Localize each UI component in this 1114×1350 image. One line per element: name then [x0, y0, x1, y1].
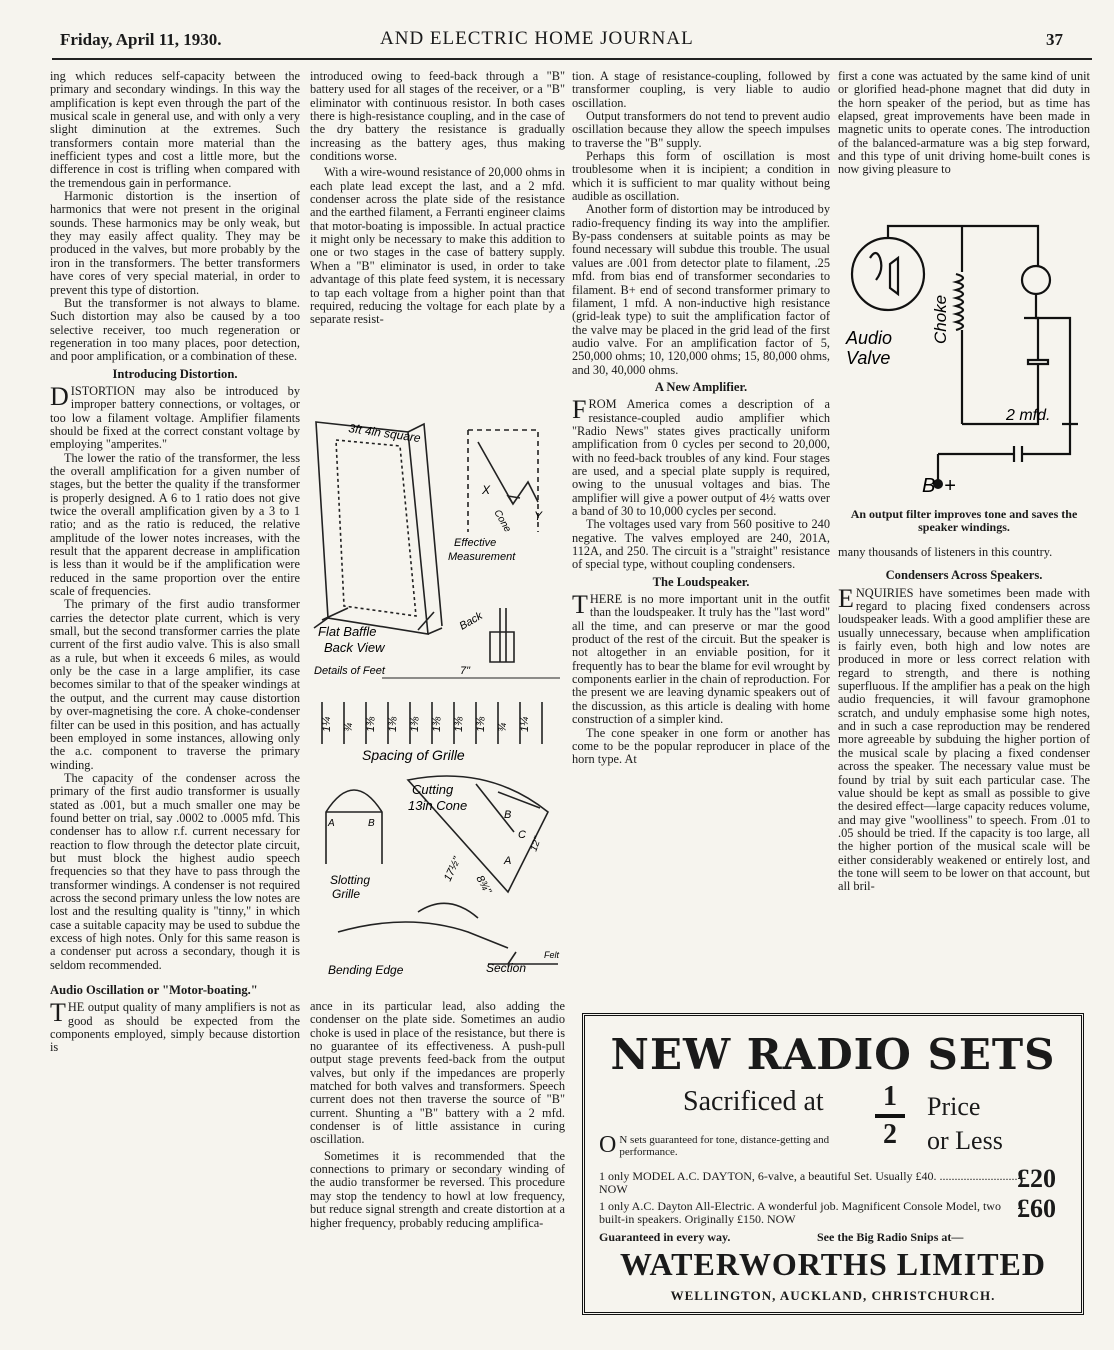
- label-x: X: [482, 483, 491, 497]
- paragraph: THE output quality of many amplifiers is not as good as should be expected from the components employed, simply because distortion is: [50, 998, 300, 1055]
- ad-item-2: 1 only A.C. Dayton All-Electric. A wonderful job. Magnificent Console Model, two built-in speakers. Originally £150. NOW: [599, 1199, 1001, 1226]
- column-2-top: [310, 70, 565, 327]
- label-in-cone: 13in Cone: [408, 798, 468, 813]
- label-b: B: [922, 475, 936, 497]
- baffle-figure: [308, 412, 570, 984]
- label-cone: Cone: [491, 508, 513, 535]
- label-b: B: [504, 809, 512, 821]
- paragraph: introduced owing to feed-back through a "B" battery used for all stages of the receiver, or a "B" eliminator with continuous resistor. In both cases there is high-resistance coupling, and in the case of the dry battery the resistance is gradually increasing as the battery ages, thus making conditions worse.: [310, 69, 565, 164]
- hand-shape: [418, 903, 478, 918]
- page-header: [0, 26, 1114, 56]
- label-dim-a: 8¾": [473, 873, 494, 897]
- label-felt: Felt: [544, 950, 560, 960]
- grille-spacing-label: 1⅜: [475, 716, 487, 732]
- ad-guarantee: O N sets guaranteed for tone, distance-getting and performance.: [599, 1132, 830, 1158]
- label-choke: Choke: [931, 294, 950, 344]
- subheading: Audio Oscillation or "Motor-boating.": [50, 983, 258, 998]
- journal-title: AND ELECTRIC HOME JOURNAL: [380, 28, 694, 49]
- label-y: Y: [534, 509, 543, 523]
- paragraph: tion. A stage of resistance-coupling, followed by transformer coupling, is very liable to audio oscillation.: [572, 69, 830, 110]
- label-section: Section: [486, 961, 527, 975]
- paragraph: The capacity of the condenser across the primary of the first audio transformer is usually stated as .001, but a much smaller one may be found better on trial, say .0002 to .0005 mfd. This condenser has to allow r.f. current necessary for reaction to flow through the detector plate circuit, but must block the highest audio speech frequencies so that they have to pass through the transformer windings. A condenser is not required across the second primary unless the low notes are lost and the resulting quality is "tinny," in which case a suitable capacity may be used to subdue the excess of high notes. Only for this same reason is a condenser put across a secondary, though it is seldom recommended.: [50, 770, 300, 972]
- label-2mfd: 2 mfd.: [1006, 407, 1051, 424]
- ad-or-less: or Less: [927, 1126, 1003, 1155]
- grille-spacing-label: ¾: [343, 722, 355, 732]
- paragraph: Output transformers do not tend to prevent audio oscillation because they allow the speech impulses to traverse the "B" supply.: [572, 109, 830, 150]
- back-stand-shape: [500, 608, 506, 662]
- grille-spacing-label: 1⅜: [365, 716, 377, 732]
- grille-spacing-label: 1⅜: [387, 716, 399, 732]
- paragraph: ENQUIRIES have sometimes been made with regard to placing fixed condensers across loudspeaker leads. With a good amplifier these are usually unnecessary, because when amplification is fairly even, both high and low notes are produced in more or less correct relation with regard to strength, and there is nothing superfluous. If the amplifier has a peak on the high audio frequencies, it will favour gramophone scratch, and unduly emphasise some high notes, and in such a case reproduction may be rendered more agreeable by subduing the higher portion of the musical scale by placing a fixed condenser across the speaker. The necessary value must be found by trial by suit each particular case. The value should be kept as small as possible to give the desired effect—large capacity reduces volume, and may give "woolliness" to speech. From .01 to .05 should be tried. If the capacity is too large, all the higher portion of the musical scale will be either considerably weakened or entirely lost, and the tone will seem to be lower on that account, but all bril-: [838, 583, 1090, 894]
- capacitor-plates: [1014, 446, 1022, 462]
- label-audio: Audio: [846, 328, 893, 348]
- label-b-left: B: [368, 818, 375, 829]
- label-square: 3ft 4in square: [347, 421, 422, 446]
- paragraph: But the transformer is not always to blame. Such distortion may also be caused by a too selective receiver, too much regeneration or regeneration in too many places, poor detection, and poor amplification, or a combination of these.: [50, 295, 300, 364]
- grille-spacing-label: 1⅜: [409, 716, 421, 732]
- paragraph: Perhaps this form of oscillation is most troublesome when it is incipient; a condition in which it is sufficient to mar quality without being audible as oscillation.: [572, 149, 830, 204]
- output-filter-circuit: [838, 218, 1090, 508]
- ad-sacrificed: Sacrificed at: [683, 1086, 824, 1117]
- ad-see-snips: See the Big Radio Snips at—: [817, 1230, 964, 1244]
- figure-caption: An output filter improves tone and saves the speaker windings.: [850, 507, 1078, 534]
- valve-elements: [870, 253, 898, 294]
- paragraph: ance in its particular lead, also adding the condenser on the plate side. Sometimes an audio choke is used in place of the resistance, but there is no guarantee of its effectiveness. A push-pull output stage prevents feed-back from the output valves, but only if the impedances are properly matched for both valves and transformers. Speech current does not then traverse the source of "B" current. Shunting a "B" battery with a 2 mfd. condenser is of little assistance in curing oscillation.: [310, 999, 565, 1147]
- column-3: [572, 70, 830, 767]
- drop-cap: O: [599, 1132, 617, 1158]
- ad-price-words: [927, 1090, 1003, 1158]
- drop-cap: E: [838, 583, 854, 613]
- ad-price: Price: [927, 1092, 981, 1121]
- ad-headline: NEW RADIO SETS: [610, 1030, 1056, 1079]
- grille-spacing-label: 1⅜: [453, 716, 465, 732]
- choke-coil: [956, 274, 963, 330]
- drop-cap: T: [50, 998, 66, 1028]
- label-back-view: Back View: [324, 640, 385, 655]
- paragraph: FROM America comes a description of a resistance-coupled audio amplifier which "Radio News" states gives practically uniform amplification from 0 cycles per second to 20,000, with no feed-back troubles of any kind. Four stages are used, and a special plate supply is required, owing to the unusual voltages and bias. The amplifier will give a power output of 4½ watts over a band of 30 to 10,000 cycles per second.: [572, 395, 830, 518]
- valve-envelope: [852, 238, 924, 310]
- ad-price-2: £60: [1017, 1194, 1056, 1223]
- column-2-bottom: [310, 1000, 565, 1230]
- paragraph: The primary of the first audio transformer carries the detector plate current, which is very small, but the second transformer carries the plate current of the first audio valve. This is also small as a rule, but when it exceeds 6 miles, as would only be the case in a large amplifier, its case becomes similar to that of the speaker windings at the output, and the current may cause distortion by over-magnetising the core. A choke-condenser filter can be used in this position, and has actually been employed in some instances, allowing only the a.c. component to traverse the primary winding.: [50, 597, 300, 772]
- grille-spacing-label: 1¼: [321, 716, 333, 732]
- label-cutting: Cutting: [412, 782, 454, 797]
- label-back: Back: [457, 609, 485, 633]
- label-details-feet: Details of Feet: [314, 665, 385, 677]
- paragraph: The lower the ratio of the transformer, the less the overall amplification for a given number of stages, but the better the quality if the transformer is properly designed. A 6 to 1 ratio does not give twice the overall amplification given by a 3 to 1 ratio; and as the ratio is reduced, the relative amplitude of the lower notes increases, with the result that the apparent decrease in amplification is less than it would be if the amplification were reduced in the same proportion over the entire scale of frequencies.: [50, 450, 300, 599]
- ad-guaranteed: Guaranteed in every way.: [599, 1230, 731, 1244]
- speaker-symbol: [1022, 266, 1050, 294]
- subheading: A New Amplifier.: [654, 379, 748, 394]
- paragraph: DISTORTION may also be introduced by improper battery connections, or voltages, or too low a filament voltage. Amplifier filaments should be fixed at the correct constant voltage by employing "amperites.": [50, 381, 300, 452]
- column-4-top: [838, 70, 1090, 177]
- column-1: [50, 70, 300, 1055]
- label-flat-baffle: Flat Baffle: [318, 624, 377, 639]
- paragraph: first a cone was actuated by the same kind of unit or glorified head-phone magnet that did duty in the horn speaker of the period, but as time has elapsed, great improvements have been made in magnetic units to operate cones. The introduction of the balanced-armature was a big step forward, and this type of unit driving home-built cones is now giving pleasure to: [838, 69, 1090, 177]
- drop-cap: D: [50, 381, 69, 411]
- capacitor-leads: [938, 424, 1070, 454]
- ad-firm-name: WATERWORTHS LIMITED: [619, 1246, 1046, 1282]
- bending-edge-shape: [338, 922, 508, 948]
- label-bending: Bending Edge: [328, 963, 404, 977]
- ad-half-fraction: [875, 1082, 905, 1150]
- issue-date: Friday, April 11, 1930.: [60, 30, 222, 49]
- cone-cut-lines: [476, 784, 540, 832]
- label-twelve: 12": [528, 835, 544, 854]
- paragraph: With a wire-wound resistance of 20,000 ohms in each plate lead except the last, and a 2 mfd. condenser across the plate side of the resistance and the earthed filament, a Ferranti engineer claims that motor-boating is impossible. In actual practice it might only be necessary to make this addition to one or two stages in the case of battery supply. When a "B" eliminator is used, in order to take advantage of this plate feed system, it is necessary to tap each voltage from a higher point than that required, reducing the voltage for each plate by a separate resist-: [310, 165, 565, 327]
- paragraph: The voltages used vary from 560 positive to 240 negative. The valves employed are 240, 201A, 112A, and 250. The circuit is a "straight" resistance of special type, without coupling condensers.: [572, 517, 830, 572]
- label-a-left: A: [328, 818, 335, 829]
- speaker-lead: [1028, 294, 1048, 364]
- drop-cap: T: [572, 590, 588, 620]
- label-measurement: Measurement: [448, 551, 516, 563]
- column-4-bottom: [838, 508, 1090, 894]
- fraction-numerator: 1: [883, 1081, 897, 1112]
- back-foot-shape: [490, 632, 514, 662]
- ad-item-1: 1 only MODEL A.C. DAYTON, 6-valve, a beautiful Set. Usually £40. .......................... NOW: [599, 1169, 1018, 1196]
- paragraph: Another form of distortion may be introduced by radio-frequency finding its way into the amplifier. By-pass condensers at suitable points as may be found necessary will subdue this trouble. The usual values are .001 from detector plate to filament, .25 mfd. from bias end of transformer secondaries to filament. B+ end of second transformer primary to filament, 1 mfd. A non-inductive high resistance (grid-leak type) to suit the amplification factor of the valve may be placed in the grid lead of the first audio valve. For an amplification factor of 5, 250,000 ohms; 10, 120,000 ohms; 15, 80,000 ohms, and 30, 40,000 ohms.: [572, 202, 830, 377]
- paragraph: Sometimes it is recommended that the connections to primary or secondary winding of the audio transformer be reversed. This procedure may stop the tendency to howl at low frequency, but reduce signal strength and create distortion at a higher frequency, probably reducing amplifica-: [310, 1148, 565, 1230]
- label-dim-b: 17½": [441, 855, 464, 884]
- ad-price-1: £20: [1017, 1164, 1056, 1193]
- grille-spacing-label: ¾: [497, 722, 509, 732]
- baffle-edge-shape: [314, 424, 442, 634]
- ad-towns: WELLINGTON, AUCKLAND, CHRISTCHURCH.: [670, 1288, 996, 1303]
- subheading: Condensers Across Speakers.: [885, 568, 1043, 583]
- paragraph: many thousands of listeners in this country.: [838, 545, 1053, 559]
- paragraph: The cone speaker in one form or another has come to be the popular reproducer in place of the horn type. At: [572, 725, 830, 767]
- fraction-bar: [875, 1114, 905, 1118]
- page-number: 37: [1046, 30, 1063, 49]
- label-grille: Grille: [332, 887, 361, 901]
- label-slotting: Slotting: [330, 873, 371, 887]
- grille-spacing-label: 1⅜: [431, 716, 443, 732]
- drop-cap: F: [572, 395, 587, 425]
- waterworths-advertisement: [582, 1013, 1084, 1315]
- paragraph: ing which reduces self-capacity between the primary and secondary windings. In this way the amplification is kept even through the part of the musical scale in general use, and with only a very slight diminution at the extremes. Such transformers contain more material than the inefficient types and cost a little more, but the difference in cost is trifling when compared with the tremendous gain in performance.: [50, 69, 300, 190]
- header-rule: [52, 58, 1092, 60]
- label-seven: 7": [460, 665, 471, 677]
- label-effective: Effective: [454, 537, 497, 549]
- label-valve: Valve: [846, 348, 891, 368]
- label-a: A: [504, 855, 512, 867]
- paragraph: THERE is no more important unit in the outfit than the loudspeaker. It truly has the "last word" all the time, and can preserve or mar the good product of the rest of the circuit. But the speaker is not altogether in an enviable position, for it frequently has to bear the blame for evil wrought by components earlier in the chain of reproduction. For the present we are leaving dynamic speakers out of the discussion, as this article is dealing with home construction of a simpler kind.: [572, 590, 830, 727]
- baffle-grille-shape: [336, 440, 416, 616]
- label-plus: +: [944, 475, 956, 497]
- baffle-panel-shape: [316, 422, 428, 634]
- label-spacing: Spacing of Grille: [362, 747, 465, 763]
- paragraph: Harmonic distortion is the insertion of harmonics that were not present in the original sounds. These harmonics may be only weak, but they may easily affect quality. They may be produced in the valves, but more probably by the iron in the transformers. The better transformers have cores of very special material, in order to prevent this type of distortion.: [50, 189, 300, 297]
- label-c: C: [518, 829, 526, 841]
- subheading: Introducing Distortion.: [112, 366, 238, 381]
- fraction-denominator: 2: [883, 1119, 897, 1150]
- grille-spacing-labels: [321, 716, 531, 732]
- subheading: The Loudspeaker.: [652, 574, 750, 589]
- grille-spacing-label: 1¼: [519, 716, 531, 732]
